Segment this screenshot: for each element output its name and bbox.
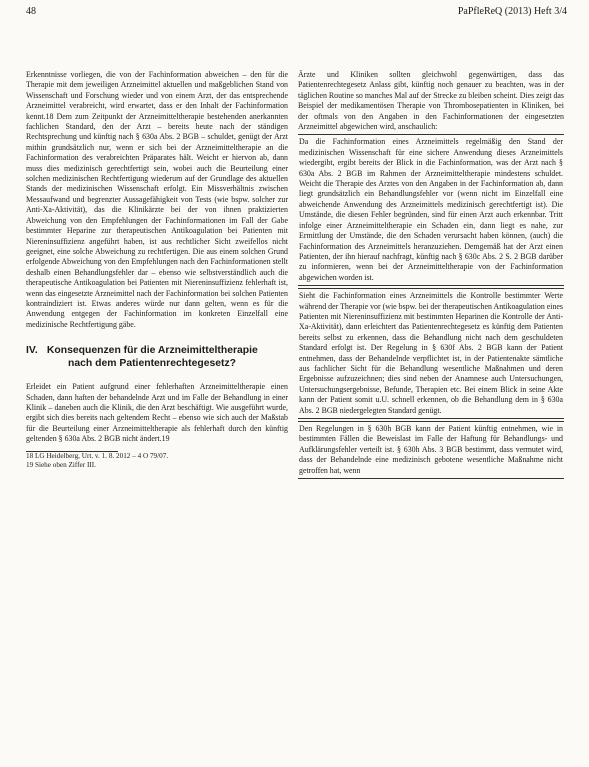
left-paragraph-2: Erleidet ein Patient aufgrund einer fehlerhaften Arzneimitteltherapie einen Schaden, dann haften der behandelnde Arzt und im Falle der Behandlung in einer Klinik – daneben auch die Klinik, die den Arzt beschäftigt. Wie ausgeführt wurde, ergibt sich dies bereits nach geltendem Recht – ebenso wie sich auch der Maßstab für die Beurteilung einer Arzneimitteltherapie als fehlerhaft durch den künftig geltenden § 630a Abs. 2 BGB nicht ändert.19: [26, 382, 288, 444]
journal-title: PaPfleReQ (2013) Heft 3/4: [457, 6, 567, 17]
heading-number: IV.: [26, 345, 38, 357]
footnote-18: 18 LG Heidelberg, Urt. v. 1. 8. 2012 – 4 O 79/07.: [26, 451, 169, 460]
page-number: 48: [26, 6, 36, 17]
boxed-paragraph-1: Da die Fachinformation eines Arzneimittels regelmäßig den Stand der medizinischen Wissenschaft für eine sichere Anwendung dieses Arzneimittels wiedergibt, ergibt bereits der Blick in die Fachinformation, was der Arzt nach § 630a Abs. 2 BGB im Rahmen der Arzneimitteltherapie mindestens schuldet. Weicht die Therapie des Arztes von den Angaben in der Fachinformation ab, dann liegt grundsätzlich ein Behandlungsfehler vor (wenn nicht im Einzelfall eine abweichende Anwendung des Arzneimittels medizinisch gerechtfertigt ist). Die Umstände, die diesen Fehler begründen, sind für einen Arzt auch erkennbar. Tritt infolge einer Arzneimitteltherapie ein Schaden ein, dann liegt es nahe, zur Ermittlung der Umstände, die den Schaden verursacht haben können, (auch) die Fachinformation des Arzneimittels heranzuziehen. Demgemäß hat der Arzt einen Patienten, der ihn hierauf nachfragt, künftig nach § 630c Abs. 2 S. 2 BGB darüber zu informieren, wenn bei der Arzneimitteltherapie von der Fachinformation abgewichen worden ist.: [298, 134, 564, 286]
boxed-paragraph-3: Den Regelungen in § 630h BGB kann der Patient künftig entnehmen, wie in bestimmten Fällen die Beweislast im Falle der Haftung für Behandlungs- und Aufklärungsfehler verteilt ist. § 630h Abs. 3 BGB bestimmt, dass vermutet wird, dass der Behandelnde eine medizinisch gebotene wesentliche Maßnahme nicht getroffen hat, wenn: [298, 421, 564, 479]
section-heading: [26, 344, 288, 370]
footnote-19: 19 Siehe oben Ziffer III.: [26, 461, 96, 470]
heading-line-2: nach dem Patientenrechtegesetz?: [68, 358, 237, 370]
left-paragraph-1: Erkenntnisse vorliegen, die von der Fachinformation abweichen – den für die Therapie mit dem jeweiligen Arzneimittel aktuellen und maßgeblichen Stand von Wissenschaft und Forschung wieder und von einem Arzt, der das entsprechende Arzneimittel verabreicht, wird erwartet, dass er den Inhalt der Fachinformation kennt.18 Dem zum Zeitpunkt der Arzneimitteltherapie bestehenden anerkannten fachlichen Standard, den der Arzt – bereits heute nach der ständigen Rechtsprechung und künftig nach § 630a Abs. 2 BGB – schuldet, genügt der Arzt mithin grundsätzlich nur, wenn er sich bei der Arzneimitteltherapie an die Fachinformation des verabreichten Präparates hält. Weicht er hiervon ab, dann muss dies medizinisch gerechtfertigt sein, wobei auch die Beurteilung einer solchen medizinischen Rechtfertigung wiederum auf der Grundlage des aktuellen Stands der medizinischen Wissenschaft erfolgt. Ein Missverhältnis zwischen Messaufwand und begrenzter Aussagefähigkeit von Tests (wie bspw. solcher zur Anti-Xa-Aktivität), das die Klinikärzte bei der von ihnen praktizierten Abweichung von den Empfehlungen der Fachinformationen im Fall der Gabe bestimmter Heparine zur therapeutischen Antikoagulation bei Patienten mit Niereninsuffizienz angeführt haben, ist aus rechtlicher Sicht zweifellos nicht geeignet, eine solche Abweichung zu rechtfertigen. Die aus einem solchen Grund erfolgende Abweichung von den Empfehlungen nach den Fachinformationen stellt deshalb einen Behandlungsfehler dar – ebenso wie selbstverständlich auch die therapeutische Antikoagulation bei Patienten mit Niereninsuffizienz fehlerhaft ist, wenn das eingesetzte Arzneimittel nach der Fachinformation bei solchen Patienten kontraindiziert ist. Etwas anderes würde nur dann gelten, wenn es für die Anwendung entgegen der Fachinformation im konkreten Einzelfall eine medizinische Rechtfertigung gäbe.: [26, 70, 288, 329]
boxed-paragraph-2: Sieht die Fachinformation eines Arzneimittels die Kontrolle bestimmter Werte während der Therapie vor (wie bspw. bei der therapeutischen Antikoagulation eines Patienten mit Niereninsuffizienz mit bestimmten Heparinen die Kontrolle der Anti-Xa-Aktivität), dann erleichtert das Patientenrechtegesetz es künftig dem Patienten bereits selbst zu erkennen, dass die Behandlung nicht nach dem geschuldeten Standard erfolgt ist. Der Regelung in § 630f Abs. 2 BGB kann der Patient entnehmen, dass der Behandelnde verpflichtet ist, in der Patientenakte sämtliche aus fachlicher Sicht für die Behandlung wesentliche Maßnahmen und deren Ergebnisse aufzuzeichnen; dies sind neben der Anamnese auch Untersuchungen, Untersuchungsergebnisse, Befunde, Therapien etc. Bei einem Blick in seine Akte kann der Patient somit u.U. schnell erkennen, ob die Behandlung dem in § 630a Abs. 2 BGB niedergelegten Standard genügt.: [298, 288, 564, 419]
heading-line-1: Konsequenzen für die Arzneimitteltherapie: [46, 345, 258, 357]
right-paragraph-1: Ärzte und Kliniken sollten gleichwohl gegenwärtigen, dass das Patientenrechtegesetz Anlass gibt, künftig noch genauer zu beachten, was in der täglichen Routine so manches Mal auf der Strecke zu bleiben scheint. Dies zeigt das Beispiel der medikamentösen Therapie von Thrombosepatienten in Kliniken, bei der oftmals von den Angaben in den Fachinformationen der eingesetzten Arzneimittel abgewichen wird, anschaulich:: [298, 70, 565, 132]
page-header: [26, 6, 567, 22]
right-column: [298, 70, 564, 479]
left-column: [26, 70, 288, 471]
